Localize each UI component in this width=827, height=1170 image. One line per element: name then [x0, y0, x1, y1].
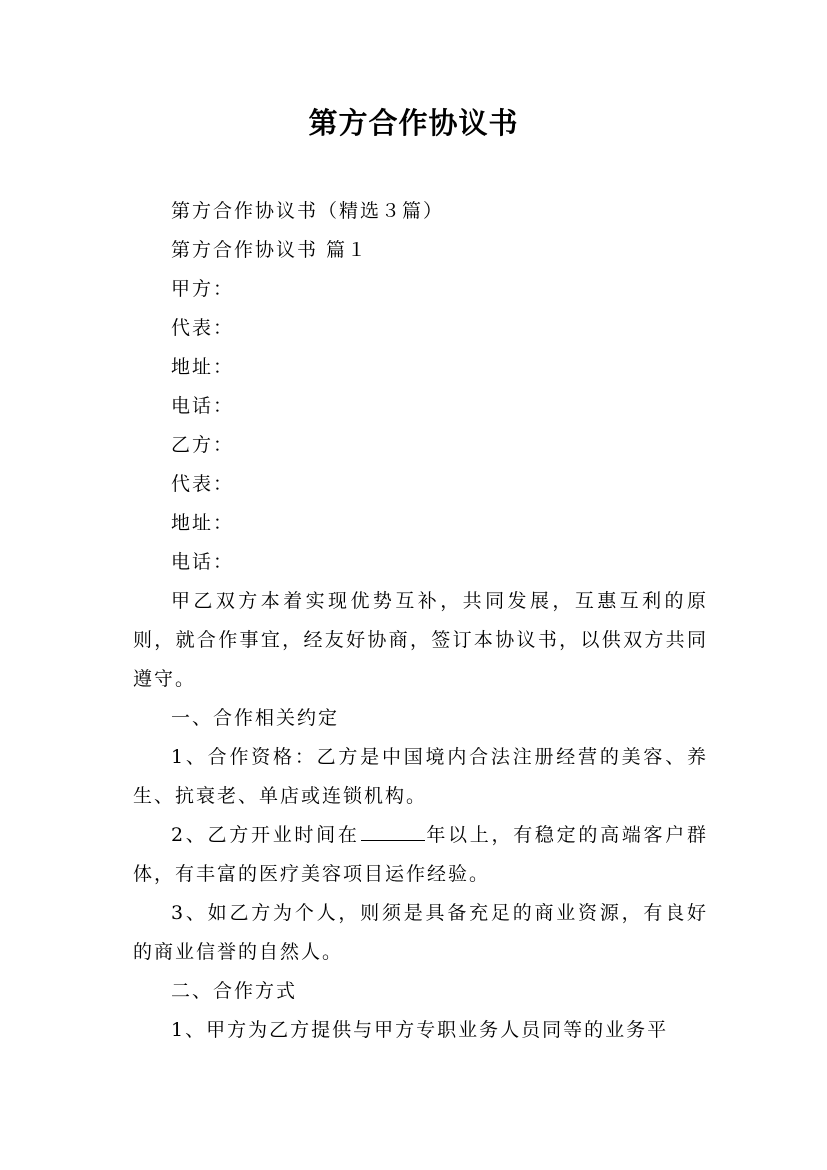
section-2-heading: 二、合作方式 [171, 980, 298, 1002]
document-title: 第方合作协议书 [308, 106, 519, 140]
preamble-paragraph: 甲乙双方本着实现优势互补，共同发展，互惠互利的原则，就合作事宜，经友好协商，签订本协议书，以供双方共同遵守。 [133, 590, 708, 690]
section-1-item-2-text-before: 2、乙方开业时间在 [171, 824, 360, 846]
fill-in-blank [361, 818, 425, 841]
section-1-heading: 一、合作相关约定 [171, 707, 340, 729]
party-a-phone: 电话： [171, 395, 235, 417]
section-1-item-1: 1、合作资格：乙方是中国境内合法注册经营的美容、养生、抗衰老、单店或连锁机构。 [133, 746, 708, 807]
section-1-item-2-text-after: 年以上，有稳定的高端客户群体，有丰富的医疗美容项目运作经验。 [133, 824, 708, 885]
party-b-phone: 电话： [171, 551, 235, 573]
party-b-representative: 代表： [171, 473, 235, 495]
section-2-item-1: 1、甲方为乙方提供与甲方专职业务人员同等的业务平 [171, 1019, 669, 1041]
party-a-representative: 代表： [171, 317, 235, 339]
section-1-item-3: 3、如乙方为个人，则须是具备充足的商业资源，有良好的商业信誉的自然人。 [133, 902, 708, 963]
section-1-item-2 [133, 816, 708, 894]
part-heading: 第方合作协议书 篇１ [171, 239, 369, 261]
subtitle-line: 第方合作协议书（精选３篇） [171, 200, 445, 222]
party-a-address: 地址： [171, 356, 235, 378]
party-a-label: 甲方： [171, 278, 235, 300]
party-b-label: 乙方： [171, 434, 235, 456]
document-body [133, 192, 708, 1050]
party-b-address: 地址： [171, 512, 235, 534]
